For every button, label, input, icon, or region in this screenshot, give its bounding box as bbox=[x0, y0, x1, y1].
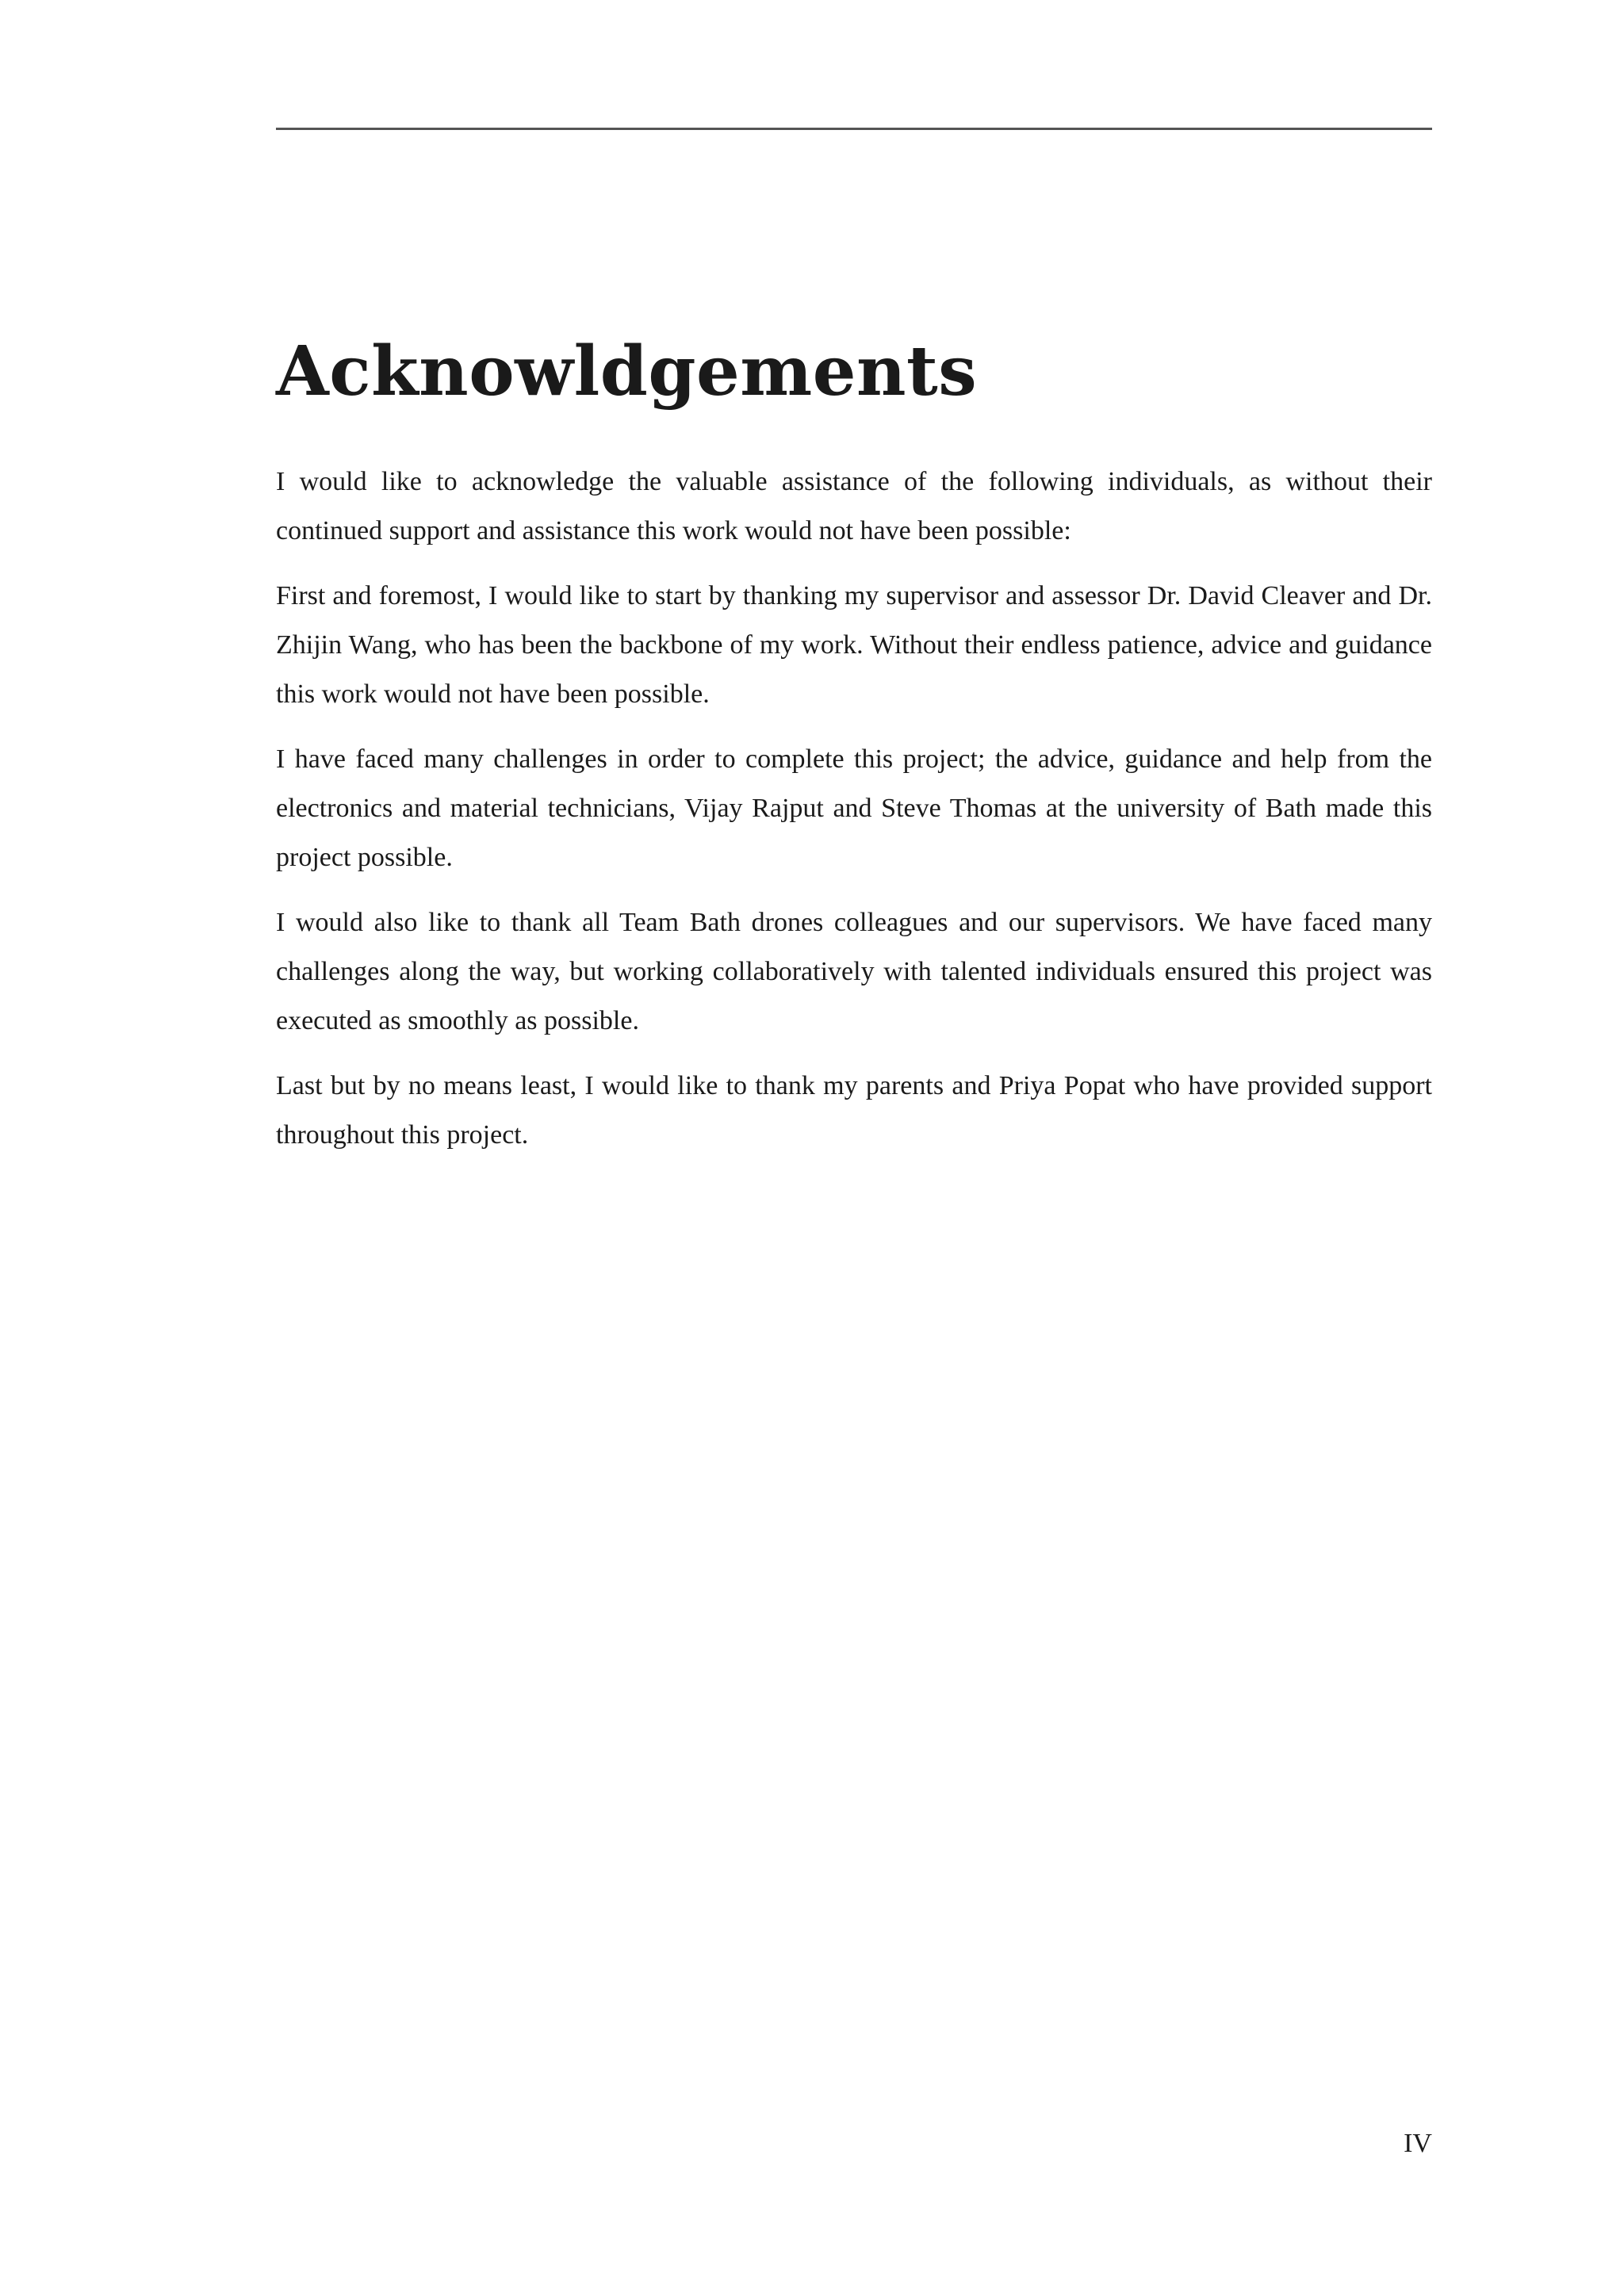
paragraph-supervisors: First and foremost, I would like to start by thanking my supervisor and assessor Dr. David Cleaver and Dr. Zhijin Wang, who has been the backbone of my work. Without their endless patience, advice and guidance this work would not have been possible. bbox=[276, 580, 1432, 709]
paragraph-intro: I would like to acknowledge the valuable assistance of the following individuals, as without their continued support and assistance this work would not have been possible: bbox=[276, 466, 1432, 545]
page-content bbox=[276, 333, 1432, 1176]
paragraph-family: Last but by no means least, I would like to thank my parents and Priya Popat who have provided support throughout this project. bbox=[276, 1070, 1432, 1150]
page-number: IV bbox=[1404, 2129, 1432, 2158]
header-rule bbox=[276, 128, 1432, 130]
paragraph-team: I would also like to thank all Team Bath drones colleagues and our supervisors. We have faced many challenges along the way, but working collaboratively with talented individuals ensured this project was executed as smoothly as possible. bbox=[276, 907, 1432, 1035]
paragraph-technicians: I have faced many challenges in order to complete this project; the advice, guidance and help from the electronics and material technicians, Vijay Rajput and Steve Thomas at the university of Bath made this project possible. bbox=[276, 744, 1432, 872]
page-title: Acknowldgements bbox=[276, 331, 978, 411]
